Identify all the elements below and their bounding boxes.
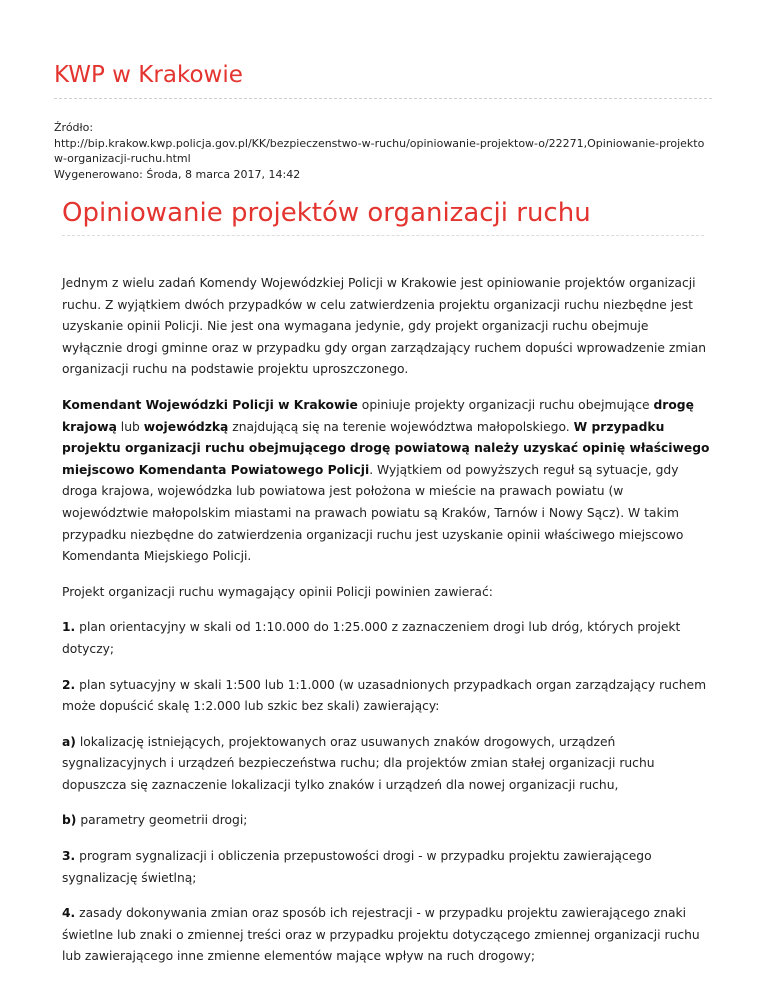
requirements-intro: Projekt organizacji ruchu wymagający opinii Policji powinien zawierać:: [62, 584, 493, 599]
scope-text-1: opiniuje projekty organizacji ruchu obejmujące: [357, 397, 654, 412]
list-item-marker: 2.: [62, 677, 76, 692]
scope-text-2: lub: [116, 419, 144, 434]
list-item-marker: 3.: [62, 849, 76, 864]
list-item-marker: b): [62, 813, 77, 828]
source-url-line-1[interactable]: http://bip.krakow.kwp.policja.gov.pl/KK/bezpieczenstwo-w-ruchu/opiniowanie-projektow-o/22271,Opiniowanie-projekto: [54, 136, 705, 150]
header-divider: [54, 98, 712, 99]
list-item-text: lokalizację istniejących, projektowanych oraz usuwanych znaków drogowych, urządzeń sygnalizacyjnych i urządzeń bezpieczeństwa ruchu; dla projektów zmian stałej organizacji ruchu dopuszcza się zaznaczenie lokalizacji tylko znaków i urządzeń dla nowej organizacji ruchu,: [62, 734, 655, 792]
article-content: [62, 273, 712, 982]
list-item-marker: a): [62, 734, 76, 749]
intro-paragraph: Jednym z wielu zadań Komendy Wojewódzkiej Policji w Krakowie jest opiniowanie projektów organizacji ruchu. Z wyjątkiem dwóch przypadków w celu zatwierdzenia projektu organizacji ruchu niezbędne jest uzyskanie opinii Policji. Nie jest ona wymagana jedynie, gdy projekt organizacji ruchu obejmuje wyłącznie drogi gminne oraz w przypadku gdy organ zarządzający ruchem dopuści wprowadzenie zmian organizacji ruchu na podstawie projektu uproszczonego.: [62, 276, 707, 377]
scope-text-3: znajdującą się na terenie województwa małopolskiego.: [228, 419, 574, 434]
source-url-line-2[interactable]: w-organizacji-ruchu.html: [54, 152, 191, 165]
source-label: Źródło:: [54, 121, 94, 134]
site-title: KWP w Krakowie: [54, 62, 243, 88]
list-item: [62, 846, 712, 889]
scope-bold-4: W przypadku projektu organizacji ruchu obejmującego drogę powiatową należy uzyskać opinię właściwego miejscowo Komendanta Powiatowego Policji: [62, 419, 710, 477]
list-item-text: plan sytuacyjny w skali 1:500 lub 1:1.000 (w uzasadnionych przypadkach organ zarządzający ruchem może dopuścić skalę 1:2.000 lub szkic bez skali) zawierający:: [62, 677, 707, 714]
scope-bold-3: wojewódzką: [143, 419, 229, 434]
article-title: Opiniowanie projektów organizacji ruchu: [62, 198, 591, 228]
scope-bold-1: Komendant Wojewódzki Policji w Krakowie: [62, 397, 358, 412]
scope-text-4: . Wyjątkiem od powyższych reguł są sytuacje, gdy droga krajowa, wojewódzka lub powiatowa jest położona w mieście na prawach powiatu (w województwie małopolskim miastami na prawach powiatu są Kraków, Tarnów i Nowy Sącz). W takim przypadku niezbędne do zatwierdzenia organizacji ruchu jest uzyskanie opinii właściwego miejscowo Komendanta Miejskiego Policji.: [62, 462, 684, 564]
list-item: [62, 675, 712, 718]
list-item-text: parametry geometrii drogi;: [76, 813, 248, 828]
list-item: [62, 810, 712, 832]
list-item-text: plan orientacyjny w skali od 1:10.000 do 1:25.000 z zaznaczeniem drogi lub dróg, których projekt dotyczy;: [62, 620, 681, 656]
list-item: [62, 617, 712, 660]
list-item-text: zasady dokonywania zmian oraz sposób ich rejestracji - w przypadku projektu zawierającego znaki świetlne lub znaki o zmiennej treści oraz w przypadku projektu dotyczącego zmiennej organizacji ruchu lub zawierającego inne zmienne elementów mające wpływ na ruch drogowy;: [62, 906, 700, 964]
title-divider: [62, 235, 704, 236]
source-meta: [54, 120, 718, 182]
scope-paragraph: [62, 395, 712, 568]
list-item-text: program sygnalizacji i obliczenia przepustowości drogi - w przypadku projektu zawierającego sygnalizację świetlną;: [62, 849, 652, 885]
list-item: [62, 903, 712, 968]
list-item: [62, 732, 712, 797]
list-item-marker: 1.: [62, 620, 76, 635]
scope-bold-2: drogę krajową: [62, 397, 694, 434]
generated-timestamp: Wygenerowano: Środa, 8 marca 2017, 14:42: [54, 167, 301, 181]
list-item-marker: 4.: [62, 906, 76, 921]
